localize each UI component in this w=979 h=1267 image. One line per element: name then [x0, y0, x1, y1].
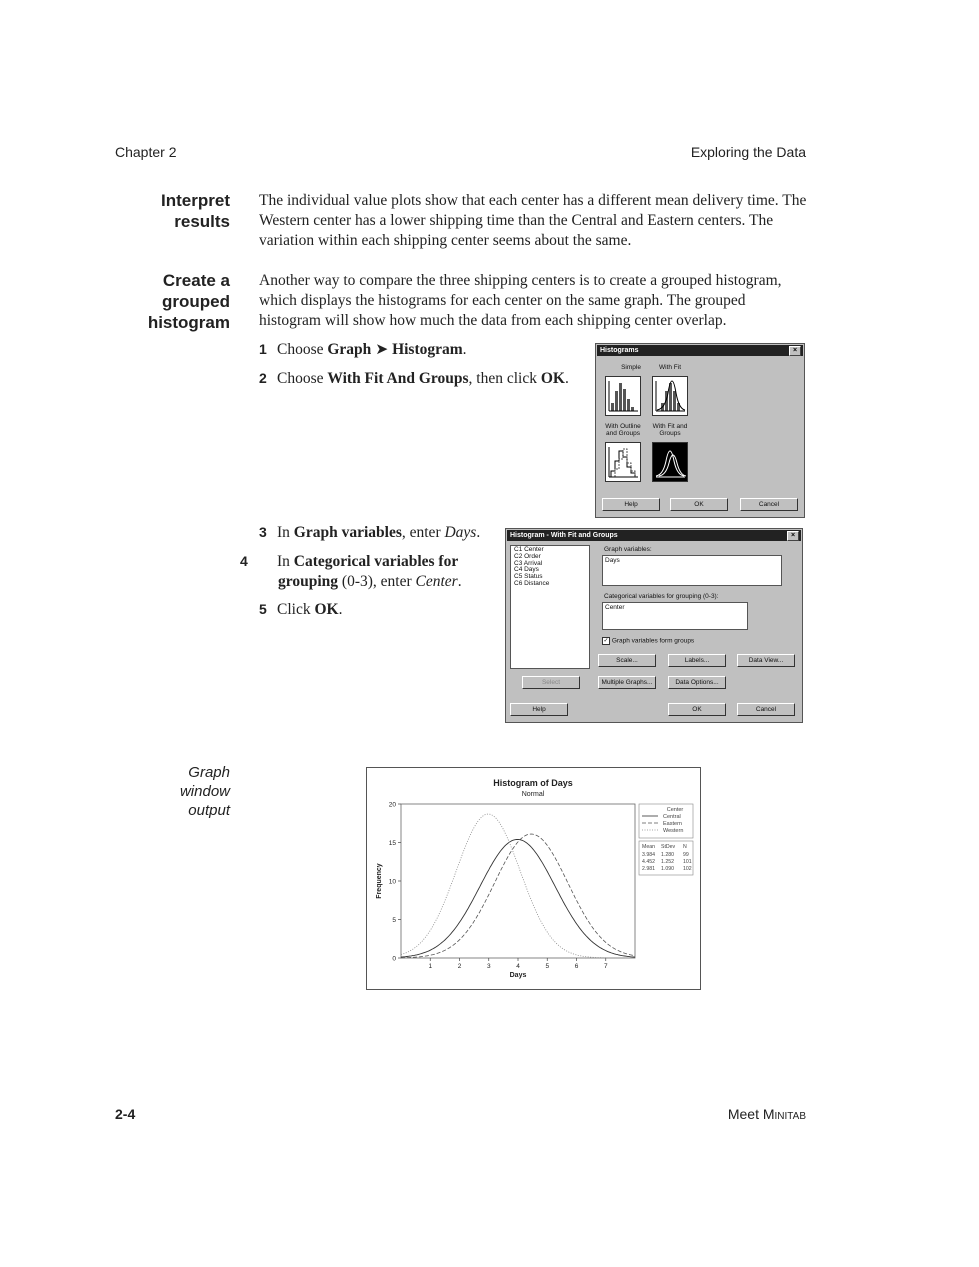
step-bold: Graph [327, 341, 372, 358]
stats-header: Mean [642, 844, 655, 850]
select-button[interactable]: Select [522, 676, 580, 689]
option-label-simple: Simple [621, 364, 641, 371]
step-number: 4 [240, 553, 248, 569]
categorical-variables-input[interactable] [602, 602, 748, 630]
column-list-item[interactable]: C3 Arrival [514, 559, 543, 567]
create-body: Another way to compare the three shipping centers is to create a grouped histogram, which displays the histograms for each center on the same graph. The grouped histogram will show how much the data from each shipping center overlap. [259, 272, 782, 329]
step-italic: Days [444, 524, 477, 541]
help-button[interactable]: Help [510, 703, 568, 716]
data-view-button[interactable]: Data View... [737, 654, 795, 667]
step-3 [259, 522, 499, 543]
stats-cell: 1.252 [661, 859, 674, 865]
column-list-item[interactable]: C1 Center [514, 546, 544, 553]
legend-title: Center [666, 807, 684, 813]
step-bold: Histogram [392, 341, 463, 358]
interpret-heading-line1: Interpret [161, 191, 230, 210]
close-icon[interactable]: × [789, 346, 801, 356]
x-axis-label: Days [509, 972, 527, 979]
stats-cell: 101 [683, 859, 692, 865]
stats-cell: 2.981 [642, 866, 655, 872]
ok-button[interactable]: OK [668, 703, 726, 716]
stats-cell: 99 [683, 852, 689, 858]
step-text: , then click [468, 370, 541, 387]
column-list[interactable] [510, 545, 590, 669]
scale-button[interactable]: Scale... [598, 654, 656, 667]
chart-subtitle: Normal [521, 791, 545, 798]
data-options-button[interactable]: Data Options... [668, 676, 726, 689]
histogram-fit-thumbnail-icon [653, 377, 687, 415]
stats-cell: 1.280 [661, 852, 674, 858]
legend-entry: Eastern [663, 821, 682, 827]
histogram-fit-groups-dialog [505, 528, 803, 723]
cancel-button[interactable]: Cancel [740, 498, 798, 511]
help-button[interactable]: Help [602, 498, 660, 511]
step-text: (0-3), enter [338, 573, 416, 590]
page-number: 2-4 [115, 1106, 136, 1122]
form-groups-checkbox[interactable] [602, 637, 694, 645]
x-tick-label: 3 [486, 963, 491, 970]
step-text: . [338, 601, 343, 618]
create-heading-line1: Create a [162, 271, 230, 290]
column-list-item[interactable]: C6 Distance [514, 579, 550, 587]
fit-groups-thumbnail-icon [653, 443, 687, 481]
histogram-chart [367, 768, 700, 989]
step-2 [259, 368, 589, 389]
close-icon[interactable]: × [787, 531, 799, 541]
step-1 [259, 339, 579, 360]
stats-cell: 1.090 [661, 866, 674, 872]
graph-variables-label: Graph variables: [604, 546, 652, 553]
y-tick-label: 0 [392, 955, 396, 963]
option-label-outline-groups: With Outline and Groups [605, 423, 641, 437]
step-text: Choose [277, 370, 328, 387]
interpret-body: The individual value plots show that each center has a different mean delivery time. The Western center has a lower shipping time than the Central and Eastern centers. The variation within each shipping center seems about the same. [259, 192, 807, 249]
histogram-graph-window [366, 767, 701, 990]
with-fit-histogram-option[interactable] [652, 376, 688, 416]
stats-cell: 3.984 [642, 852, 655, 858]
column-list-item[interactable]: C5 Status [514, 573, 543, 581]
chapter-label: Chapter 2 [115, 144, 177, 160]
option-label-fit-groups: With Fit and Groups [652, 423, 688, 437]
checkbox-label: Graph variables form groups [611, 637, 695, 645]
categorical-variables-label: Categorical variables for grouping (0-3): [604, 593, 719, 600]
step-4 [240, 551, 503, 592]
book-title [728, 1106, 806, 1122]
column-list-item[interactable]: C2 Order [514, 552, 541, 560]
book-title-prefix: Meet [727, 1106, 763, 1122]
histograms-dialog [595, 343, 805, 518]
step-number: 5 [259, 601, 267, 617]
outline-groups-histogram-option[interactable] [605, 442, 641, 482]
graph-variables-input[interactable] [602, 555, 782, 586]
plot-area [401, 804, 635, 958]
stats-cell: 4.452 [642, 859, 655, 865]
graph-variables-value: Days [605, 557, 620, 564]
column-list-item[interactable]: C4 Days [514, 566, 539, 574]
step-text: In [277, 553, 294, 570]
book-title-smallcaps: Minitab [762, 1106, 806, 1122]
y-tick-label: 15 [388, 840, 396, 847]
step-text: . [564, 370, 569, 387]
step-bold: Graph variables [293, 524, 402, 541]
interpret-heading [100, 190, 230, 232]
interpret-heading-line2: results [174, 212, 230, 231]
simple-histogram-option[interactable] [605, 376, 641, 416]
step-text: , enter [401, 524, 445, 541]
create-heading-line3: histogram [147, 313, 230, 332]
step-bold: Categorical variables for grouping [278, 553, 458, 590]
y-tick-label: 20 [388, 801, 396, 809]
x-tick-label: 5 [545, 963, 550, 970]
step-bold: OK [540, 370, 565, 387]
step-bold: OK [314, 601, 339, 618]
fit-groups-histogram-option-selected[interactable] [652, 442, 688, 482]
x-tick-label: 7 [603, 963, 608, 970]
stats-header: StDev [661, 844, 676, 850]
cancel-button[interactable]: Cancel [737, 703, 795, 716]
outline-histogram-thumbnail-icon [606, 443, 640, 481]
dialog-titlebar [597, 345, 803, 356]
step-text: . [462, 341, 467, 358]
dialog-title: Histogram - With Fit and Groups [510, 532, 618, 539]
graph-caption-line1: Graph [188, 764, 230, 781]
graph-caption-line3: output [188, 802, 230, 819]
step-text: ➤ [371, 341, 393, 358]
step-text: Choose [277, 341, 328, 358]
create-heading [100, 270, 230, 333]
step-5 [259, 599, 459, 620]
stats-cell: 102 [683, 866, 692, 872]
x-tick-label: 2 [457, 963, 462, 970]
legend-entry: Central [663, 814, 681, 820]
chart-title: Histogram of Days [493, 778, 573, 788]
step-number: 2 [259, 370, 267, 386]
graph-caption [130, 763, 230, 820]
graph-caption-line2: window [179, 783, 230, 800]
step-text: . [457, 573, 462, 590]
ok-button[interactable]: OK [670, 498, 728, 511]
y-tick-label: 5 [392, 917, 396, 924]
x-tick-label: 4 [516, 963, 520, 970]
multiple-graphs-button[interactable]: Multiple Graphs... [598, 676, 656, 689]
step-italic: Center [415, 573, 458, 590]
x-tick-label: 6 [574, 963, 579, 970]
dialog-titlebar [507, 530, 801, 541]
step-bold: With Fit And Groups [327, 370, 469, 387]
checkbox-check-icon[interactable]: ✓ [603, 638, 609, 644]
step-number: 3 [259, 524, 267, 540]
step-text: In [277, 524, 294, 541]
option-label-with-fit: With Fit [658, 364, 682, 371]
y-tick-label: 10 [388, 878, 396, 886]
step-text: . [476, 524, 481, 541]
labels-button[interactable]: Labels... [668, 654, 726, 667]
x-tick-label: 1 [428, 963, 433, 970]
step-text: Click [277, 601, 315, 618]
step-number: 1 [259, 341, 267, 357]
y-axis-label: Frequency [376, 863, 383, 899]
legend-entry: Western [663, 828, 684, 834]
dialog-title: Histograms [600, 347, 639, 354]
stats-header: N [683, 844, 687, 850]
categorical-variables-value: Center [605, 604, 625, 611]
histogram-thumbnail-icon [606, 377, 640, 415]
create-heading-line2: grouped [162, 292, 230, 311]
section-label: Exploring the Data [690, 144, 806, 160]
